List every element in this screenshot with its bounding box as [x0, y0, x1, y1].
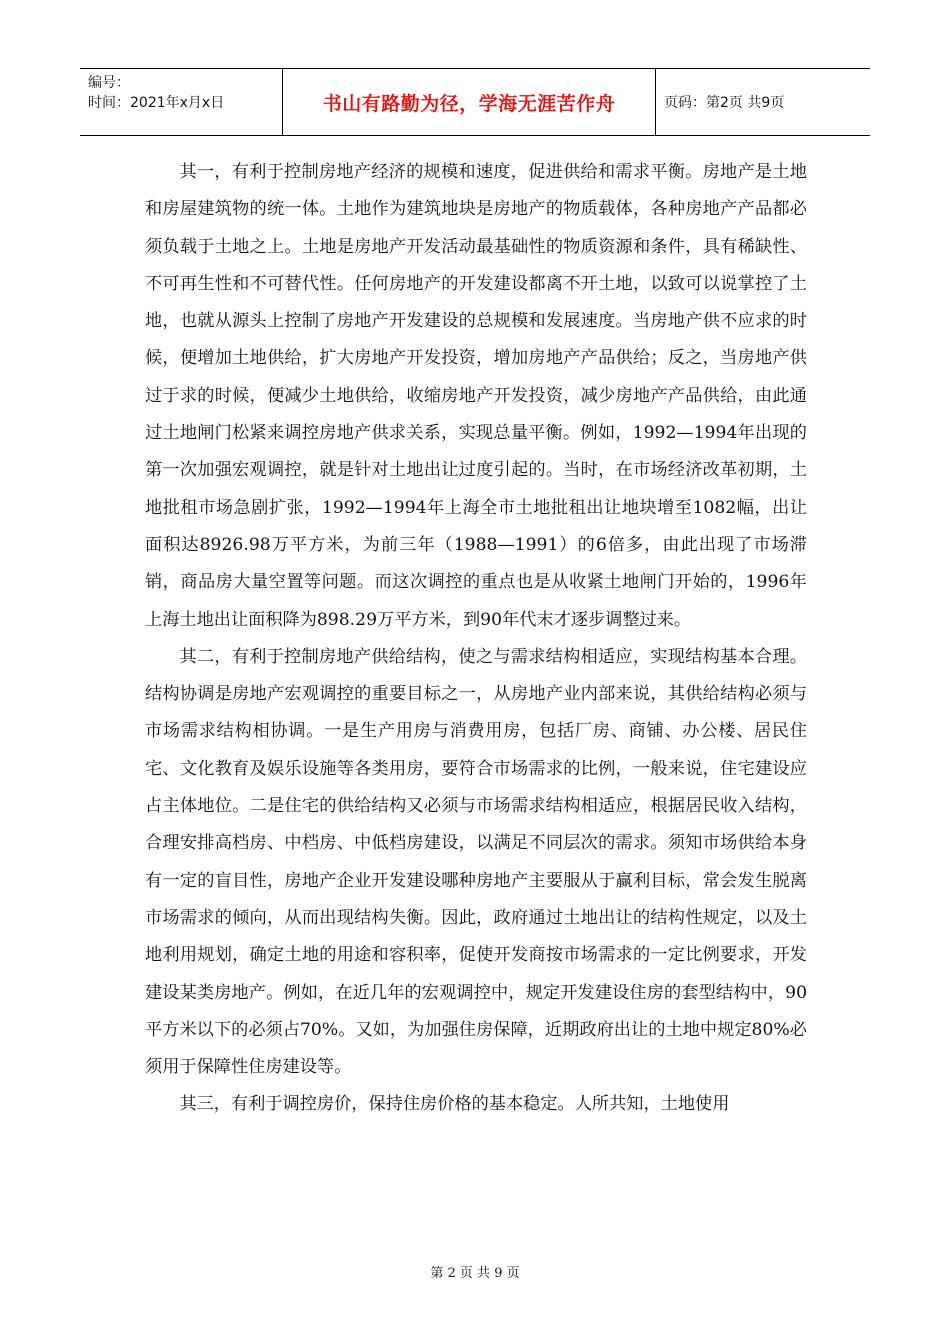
- paragraph-3: 其三，有利于调控房价，保持住房价格的基本稳定。人所共知，土地使用: [179, 1094, 730, 1115]
- page-code-cell: [656, 69, 870, 135]
- number-label: 编号：: [88, 75, 130, 91]
- motto-text: 书山有路勤为径，学海无涯苦作舟: [322, 92, 616, 115]
- page-code-text: 页码：第2页 共9页: [664, 95, 785, 111]
- motto-cell: [283, 69, 656, 135]
- page-header: [80, 68, 870, 136]
- header-meta-cell: [80, 69, 283, 135]
- paragraph-1: 其一，有利于控制房地产经济的规模和速度，促进供给和需求平衡。房地产是土地和房屋建筑物的统一体。土地作为建筑地块是房地产的物质载体，各种房地产产品都必须负载于土地之上。土地是房地产开发活动最基础性的物质资源和条件，具有稀缺性、不可再生性和不可替代性。任何房地产的开发建设都离不开土地，以致可以说掌控了土地，也就从源头上控制了房地产开发建设的总规模和发展速度。当房地产供不应求的时候，便增加土地供给，扩大房地产开发投资，增加房地产产品供给；反之，当房地产供过于求的时候，便减少土地供给，收缩房地产开发投资，减少房地产产品供给，由此通过土地闸门松紧来调控房地产供求关系，实现总量平衡。例如，1992—1994年出现的第一次加强宏观调控，就是针对土地出让过度引起的。当时，在市场经济改革初期，土地批租市场急剧扩张，1992—1994年上海全市土地批租出让地块增至1082幅，出让面积达8926.98万平方米，为前三年（1988—1991）的6倍多，由此出现了市场滞销，商品房大量空置等问题。而这次调控的重点也是从收紧土地闸门开始的，1996年上海土地出让面积降为898.29万平方米，到90年代末才逐步调整过来。: [145, 162, 807, 630]
- time-label: 时间：2021年x月x日: [88, 95, 225, 111]
- paragraph-2: 其二，有利于控制房地产供给结构，使之与需求结构相适应，实现结构基本合理。结构协调是房地产宏观调控的重要目标之一，从房地产业内部来说，其供给结构必须与市场需求结构相协调。一是生产用房与消费用房，包括厂房、商铺、办公楼、居民住宅、文化教育及娱乐设施等各类用房，要符合市场需求的比例，一般来说，住宅建设应占主体地位。二是住宅的供给结构又必须与市场需求结构相适应，根据居民收入结构，合理安排高档房、中档房、中低档房建设，以满足不同层次的需求。须知市场供给本身有一定的盲目性，房地产企业开发建设哪种房地产主要服从于赢利目标，常会发生脱离市场需求的倾向，从而出现结构失衡。因此，政府通过土地出让的结构性规定，以及土地利用规划，确定土地的用途和容积率，促使开发商按市场需求的一定比例要求，开发建设某类房地产。例如，在近几年的宏观调控中，规定开发建设住房的套型结构中，90平方米以下的必须占70%。又如，为加强住房保障，近期政府出让的土地中规定80%必须用于保障性住房建设等。: [145, 646, 807, 1078]
- footer-page-number: 第 2 页 共 9 页: [430, 1266, 520, 1281]
- page-footer: [0, 1262, 950, 1281]
- document-body: [145, 154, 807, 1124]
